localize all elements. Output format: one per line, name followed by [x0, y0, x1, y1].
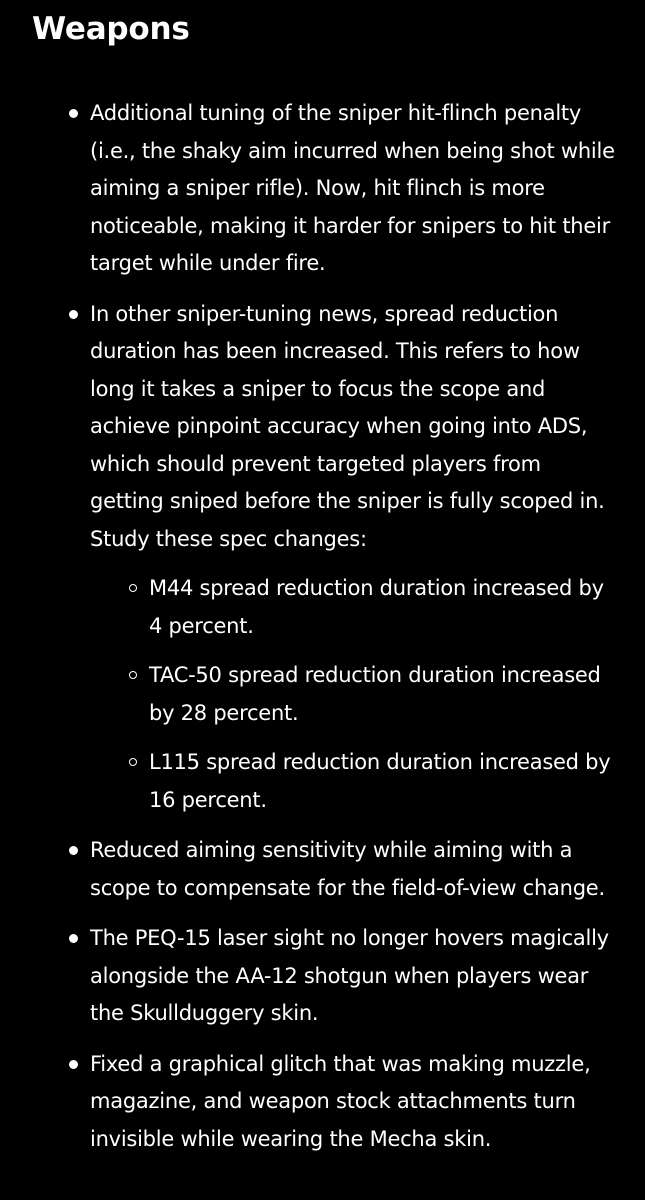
- list-item: [32, 920, 617, 1033]
- list-item: [32, 296, 617, 820]
- list-item: [32, 95, 617, 283]
- sub-list-item: M44 spread reduction duration increased by 4 percent.: [90, 570, 617, 645]
- list-item-text: Additional tuning of the sniper hit-flinch penalty (i.e., the shaky aim incurred when being shot while aiming a sniper rifle). Now, hit flinch is more noticeable, making it harder for snipers to hit their target while under fire.: [90, 101, 615, 275]
- list-item-text: In other sniper-tuning news, spread reduction duration has been increased. This refers to how long it takes a sniper to focus the scope and achieve pinpoint accuracy when going into ADS, which should prevent targeted players from getting sniped before the sniper is fully scoped in. Study these spec changes:: [90, 301, 605, 551]
- sniper-spec-list: [90, 570, 617, 819]
- list-item-text: The PEQ-15 laser sight no longer hovers magically alongside the AA-12 shotgun when players wear the Skullduggery skin.: [90, 926, 609, 1025]
- list-item: [32, 832, 617, 907]
- list-item: [32, 1046, 617, 1159]
- list-item-text: Fixed a graphical glitch that was making muzzle, magazine, and weapon stock attachments turn invisible while wearing the Mecha skin.: [90, 1051, 591, 1151]
- list-item-text: Reduced aiming sensitivity while aiming with a scope to compensate for the field-of-view change.: [90, 838, 605, 900]
- sub-list-item: L115 spread reduction duration increased by 16 percent.: [90, 744, 617, 819]
- section-title: Weapons: [32, 11, 190, 47]
- sub-list-item: TAC-50 spread reduction duration increased by 28 percent.: [90, 657, 617, 732]
- weapons-change-list: [32, 95, 617, 1158]
